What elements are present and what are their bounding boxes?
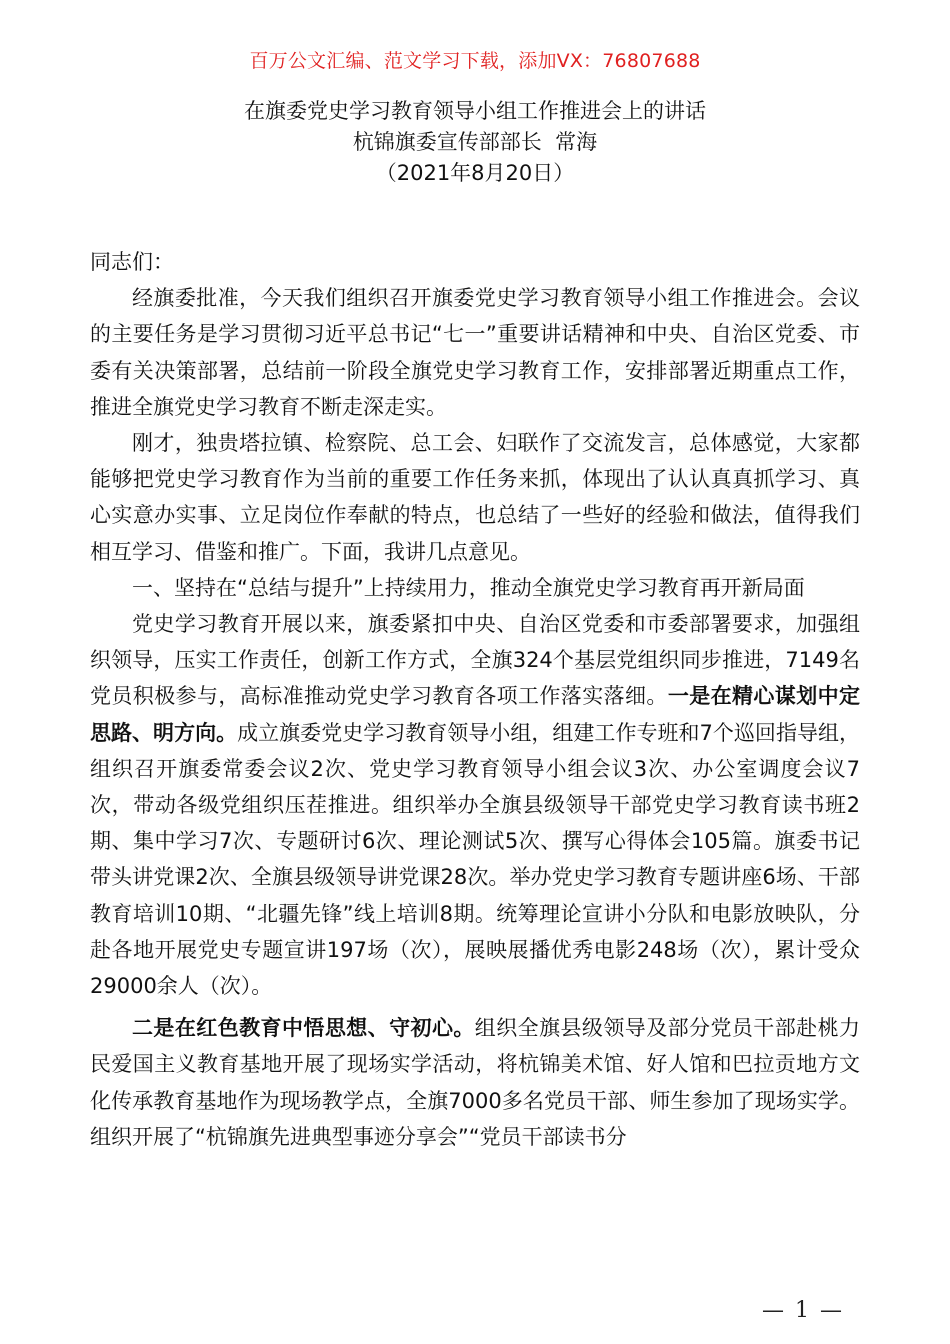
speaker-line: 杭锦旗委宣传部部长 常海 [352,130,598,154]
watermark-banner: 百万公文汇编、范文学习下载，添加VX：76807688 [249,50,701,72]
paragraph-progress [90,606,860,1004]
paragraph-exchange: 刚才，独贵塔拉镇、检察院、总工会、妇联作了交流发言，总体感觉，大家都能够把党史学习教育作为当前的重要工作任务来抓，体现出了认认真真抓学习、真心实意办实事、立足岗位作奉献的特点，也总结了一些好的经验和做法，值得我们相互学习、借鉴和推广。下面，我讲几点意见。 [90,431,860,564]
section-heading-1: 一、坚持在“总结与提升”上持续用力，推动全旗党史学习教育再开新局面 [132,575,805,600]
speech-date: （2021年8月20日） [375,161,575,185]
document-title: 在旗委党史学习教育领导小组工作推进会上的讲话 [244,99,706,123]
paragraph-progress-lead: 党史学习教育开展以来，旗委紧扣中央、自治区党委和市委部署要求，加强组织领导，压实工作责任，创新工作方式，全旗324个基层党组织同步推进，7149名党员积极参与，高标准推动党史学习教育各项工作落实落细。 [90,612,860,709]
page-number: — 1 — [762,1298,844,1323]
salutation: 同志们： [90,250,174,274]
point-two-text: 组织全旗县级领导及部分党员干部赴桃力民爱国主义教育基地开展了现场实学活动，将杭锦美术馆、好人馆和巴拉贡地方文化传承教育基地作为现场教学点，全旗7000多名党员干部、师生参加了现场实学。组织开展了“杭锦旗先进典型事迹分享会”“党员干部读书分 [90,1016,861,1149]
document-body [90,244,860,1155]
point-two-heading: 二是在红色教育中悟思想、守初心。 [132,1016,475,1041]
paragraph-intro: 经旗委批准，今天我们组织召开旗委党史学习教育领导小组工作推进会。会议的主要任务是学习贯彻习近平总书记“七一”重要讲话精神和中央、自治区党委、市委有关决策部署，总结前一阶段全旗党史学习教育工作，安排部署近期重点工作，推进全旗党史学习教育不断走深走实。 [90,286,860,419]
paragraph-red-education [90,1010,860,1155]
point-one-text: 成立旗委党史学习教育领导小组，组建工作专班和7个巡回指导组，组织召开旗委常委会议2次、党史学习教育领导小组会议3次、办公室调度会议7次，带动各级党组织压茬推进。组织举办全旗县级领导干部党史学习教育读书班2期、集中学习7次、专题研讨6次、理论测试5次、撰写心得体会105篇。旗委书记带头讲党课2次、全旗县级领导讲党课28次。举办党史学习教育专题讲座6场、干部教育培训10期、“北疆先锋”线上培训8期。统筹理论宣讲小分队和电影放映队，分赴各地开展党史专题宣讲197场（次），展映展播优秀电影248场（次），累计受众29000余人（次）。 [90,720,860,999]
point-one-heading: 一是在精心谋划中定思路、明方向。 [90,684,861,745]
document-header [0,96,950,189]
